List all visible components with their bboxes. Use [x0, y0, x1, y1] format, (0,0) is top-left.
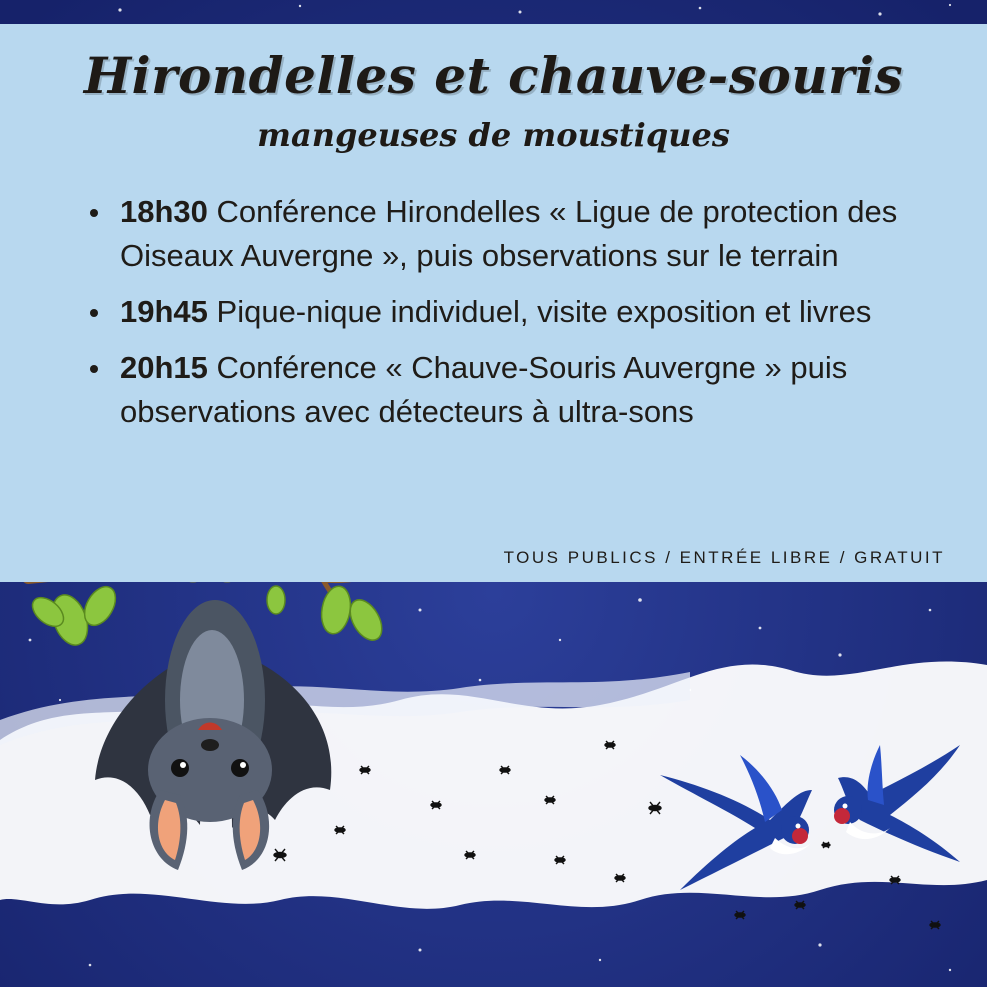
page-subtitle: mangeuses de moustiques — [257, 116, 730, 154]
program-item — [88, 290, 968, 334]
bullet — [90, 209, 98, 217]
program-text: Pique-nique individuel, visite exposition et livres — [207, 294, 872, 329]
program-list — [88, 190, 968, 446]
access-info: TOUS PUBLICS / ENTRÉE LIBRE / GRATUIT — [503, 548, 945, 567]
program-item — [88, 190, 968, 278]
program-time: 20h15 — [120, 350, 208, 385]
program-text: Conférence Hirondelles « Ligue de protection des Oiseaux Auvergne », puis observations sur le terrain — [120, 194, 898, 273]
bullet — [90, 309, 98, 317]
page-title: Hirondelles et chauve-souris — [83, 46, 904, 105]
program-time: 19h45 — [120, 294, 208, 329]
program-item — [88, 346, 968, 434]
bullet — [90, 365, 98, 373]
program-text: Conférence « Chauve-Souris Auvergne » puis observations avec détecteurs à ultra-sons — [120, 350, 848, 429]
program-time: 18h30 — [120, 194, 208, 229]
